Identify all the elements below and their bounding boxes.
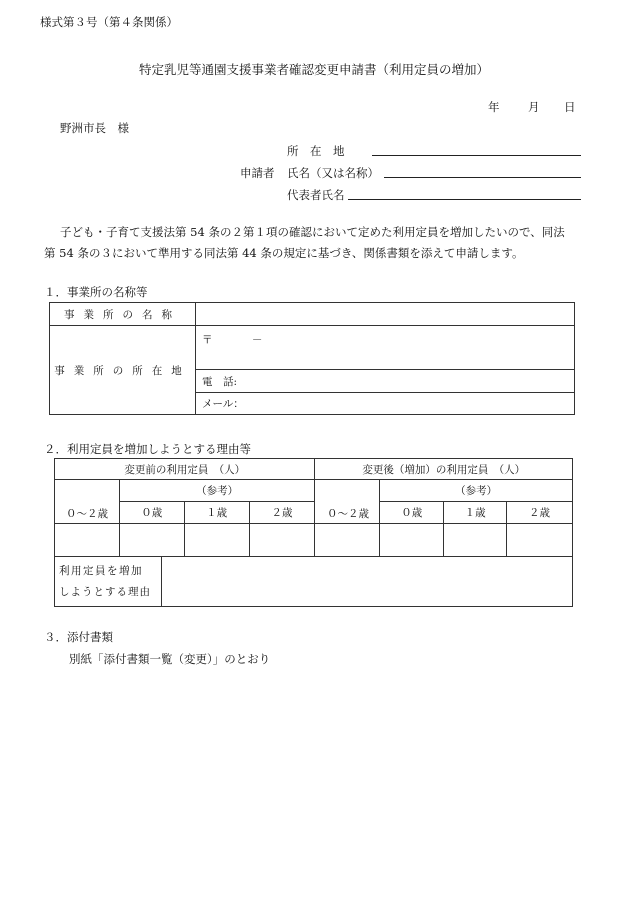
- age-col-header: ０歳: [380, 502, 444, 524]
- name-label: 氏名（又は名称）: [287, 166, 379, 180]
- representative-label: 代表者氏名: [287, 188, 345, 202]
- facility-name-field[interactable]: [196, 303, 575, 326]
- phone-field[interactable]: [196, 370, 575, 393]
- email-field[interactable]: [196, 393, 575, 415]
- section1-heading: １．事業所の名称等: [44, 285, 148, 299]
- after-capacity-header: 変更後（増加）の利用定員 （人）: [315, 459, 573, 480]
- date-month: 月: [528, 100, 540, 114]
- age-col-header: １歳: [184, 502, 249, 524]
- capacity-input[interactable]: [507, 524, 573, 557]
- date-year: 年: [488, 100, 500, 114]
- capacity-input[interactable]: [249, 524, 315, 557]
- body-text-line2: 第 54 条の３において準用する同法第 44 条の規定に基づき、関係書類を添えて申請します。: [44, 246, 524, 260]
- capacity-input[interactable]: [315, 524, 380, 557]
- capacity-input[interactable]: [184, 524, 249, 557]
- location-line[interactable]: [372, 155, 581, 156]
- applicant-label: 申請者: [240, 166, 275, 180]
- addressee: 野洲市長 様: [60, 121, 129, 135]
- form-number: 様式第３号（第４条関係）: [40, 15, 178, 29]
- capacity-input[interactable]: [444, 524, 507, 557]
- capacity-table: [54, 458, 573, 607]
- age-col-header: ０～２歳: [327, 508, 369, 520]
- reason-label: 利用定員を増加 しようとする理由: [55, 557, 162, 606]
- before-reference: （参考）: [119, 480, 315, 502]
- facility-name-label: 事業所の名称: [50, 303, 196, 326]
- age-col-header: ２歳: [249, 502, 315, 524]
- email-label: メール：: [202, 398, 244, 410]
- reason-row: [55, 557, 573, 607]
- reason-field[interactable]: [162, 557, 572, 606]
- after-reference: （参考）: [380, 480, 573, 502]
- section3-heading: ３．添付書類: [44, 630, 113, 644]
- section2-heading: ２．利用定員を増加しようとする理由等: [44, 442, 251, 456]
- attachments-text: 別紙「添付書類一覧（変更）」のとおり: [69, 652, 271, 666]
- age-col-header: ０歳: [119, 502, 184, 524]
- facility-address-label: 事業所の所在地: [50, 326, 196, 415]
- body-text-line1: 子ども・子育て支援法第 54 条の２第１項の確認において定めた利用定員を増加したいので、同法: [60, 225, 565, 239]
- age-col-header: ０～２歳: [66, 508, 108, 520]
- postal-dash: －: [251, 334, 263, 346]
- document-title: 特定乳児等通園支援事業者確認変更申請書（利用定員の増加）: [139, 62, 490, 77]
- capacity-input[interactable]: [55, 524, 120, 557]
- postal-field[interactable]: [196, 326, 575, 370]
- before-capacity-header: 変更前の利用定員 （人）: [55, 459, 315, 480]
- capacity-input[interactable]: [380, 524, 444, 557]
- phone-label: 電 話:: [202, 375, 238, 388]
- facility-table: [49, 302, 575, 415]
- location-label: 所 在 地: [287, 144, 345, 158]
- date-day: 日: [564, 100, 576, 114]
- age-col-header: １歳: [444, 502, 507, 524]
- representative-line[interactable]: [348, 199, 581, 200]
- capacity-input[interactable]: [119, 524, 184, 557]
- name-line[interactable]: [384, 177, 581, 178]
- postal-mark: 〒: [202, 334, 213, 346]
- age-col-header: ２歳: [507, 502, 573, 524]
